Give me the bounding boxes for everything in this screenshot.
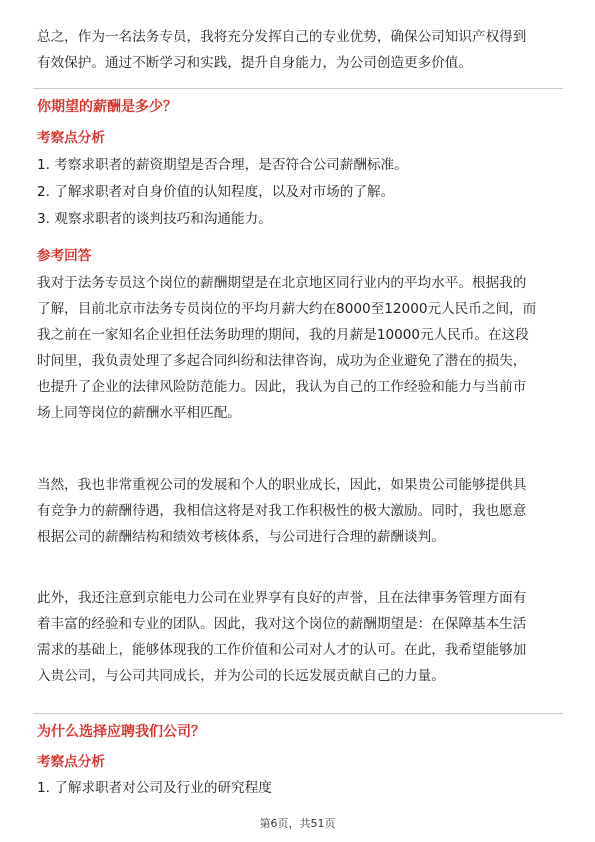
text-line: 场上同等岗位的薪酬水平相匹配。 — [37, 405, 241, 421]
question-heading: 为什么选择应聘我们公司？ — [37, 724, 205, 740]
analysis-item: 1. 了解求职者对公司及行业的研究程度 — [37, 780, 272, 796]
text-line: 此外，我还注意到京能电力公司在业界享有良好的声誉，且在法律事务管理方面有 — [37, 590, 527, 606]
answer-paragraph — [37, 585, 563, 689]
section-divider — [33, 88, 563, 89]
text-line: 有效保护。通过不断学习和实践，提升自身能力，为公司创造更多价值。 — [37, 55, 472, 71]
section-divider — [33, 713, 563, 714]
page-number: 第6页，共51页 — [259, 817, 336, 830]
text-line: 根据公司的薪酬结构和绩效考核体系，与公司进行合理的薪酬谈判。 — [37, 529, 445, 545]
analysis-item: 1. 考察求职者的薪资期望是否合理，是否符合公司薪酬标准。 — [37, 157, 408, 173]
intro-paragraph — [37, 24, 563, 76]
text-line: 也提升了企业的法律风险防范能力。因此，我认为自己的工作经验和能力与当前市 — [37, 379, 527, 395]
text-line: 了解，目前北京市法务专员岗位的平均月薪大约在8000至12000元人民币之间，而 — [37, 301, 537, 317]
text-line: 有竞争力的薪酬待遇，我相信这将是对我工作积极性的极大激励。同时，我也愿意 — [37, 503, 527, 519]
analysis-item: 2. 了解求职者对自身价值的认知程度，以及对市场的了解。 — [37, 184, 395, 200]
analysis-heading: 考察点分析 — [37, 754, 105, 770]
answer-paragraph — [37, 472, 563, 550]
text-line: 我对于法务专员这个岗位的薪酬期望是在北京地区同行业内的平均水平。根据我的 — [37, 275, 527, 291]
question-heading: 你期望的薪酬是多少？ — [37, 99, 177, 115]
text-line: 入贵公司，与公司共同成长，并为公司的长远发展贡献自己的力量。 — [37, 668, 445, 684]
analysis-item: 3. 观察求职者的谈判技巧和沟通能力。 — [37, 211, 272, 227]
text-line: 当然，我也非常重视公司的发展和个人的职业成长，因此，如果贵公司能够提供具 — [37, 477, 527, 493]
text-line: 我之前在一家知名企业担任法务助理的期间，我的月薪是10000元人民币。在这段 — [37, 327, 529, 343]
text-line: 总之，作为一名法务专员，我将充分发挥自己的专业优势，确保公司知识产权得到 — [37, 29, 527, 45]
analysis-heading: 考察点分析 — [37, 130, 105, 146]
text-line: 时间里，我负责处理了多起合同纠纷和法律咨询，成功为企业避免了潜在的损失， — [37, 353, 527, 369]
text-line: 需求的基础上，能够体现我的工作价值和公司对人才的认可。在此，我希望能够加 — [37, 642, 527, 658]
answer-heading: 参考回答 — [37, 248, 92, 264]
text-line: 着丰富的经验和专业的团队。因此，我对这个岗位的薪酬期望是：在保障基本生活 — [37, 616, 527, 632]
answer-paragraph — [37, 270, 563, 426]
